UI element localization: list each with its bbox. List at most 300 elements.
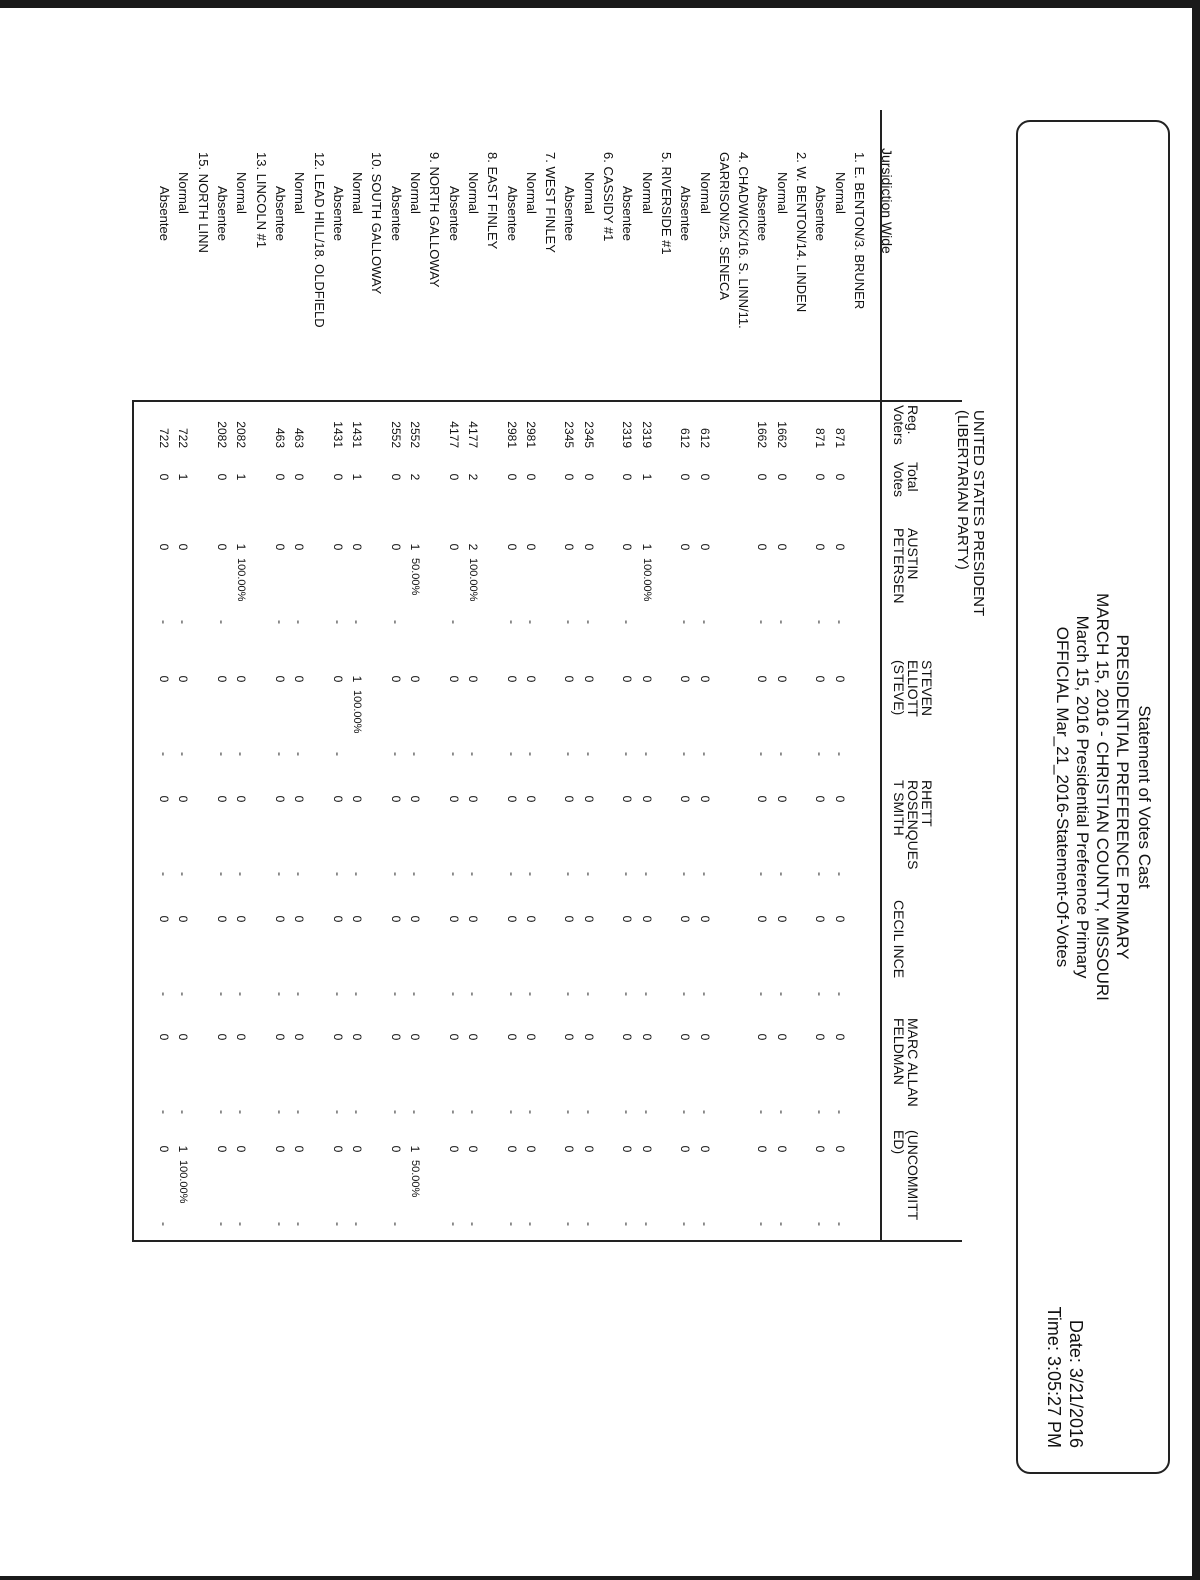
- candidate-votes-cell: 0: [350, 795, 364, 803]
- candidate-votes-cell: 0: [389, 543, 403, 551]
- empty-percent-mark: -: [408, 872, 422, 876]
- empty-percent-mark: -: [234, 992, 248, 996]
- candidate-votes-cell: 0: [331, 1033, 345, 1041]
- candidate-votes-cell: 0: [698, 1145, 712, 1153]
- candidate-header-4: CECIL INCE: [891, 900, 907, 979]
- empty-percent-mark: -: [640, 1110, 654, 1114]
- candidate-votes-cell: 0: [466, 915, 480, 923]
- report-subtitle-2: MARCH 15, 2016 - CHRISTIAN COUNTY, MISSOURI: [1093, 593, 1112, 1001]
- candidate-header-6: ED): [891, 1130, 907, 1155]
- candidate-votes-cell: 0: [273, 915, 287, 923]
- candidate-header-3: RHETT: [919, 780, 935, 827]
- candidate-votes-cell: 0: [813, 675, 827, 683]
- vote-type-label: Absentee: [505, 186, 520, 241]
- empty-percent-mark: -: [755, 992, 769, 996]
- empty-percent-mark: -: [157, 992, 171, 996]
- candidate-votes-cell: 0: [678, 915, 692, 923]
- candidate-votes-cell: 0: [620, 1033, 634, 1041]
- candidate-votes-cell: 0: [833, 1145, 847, 1153]
- precinct-name: 15. NORTH LINN: [196, 152, 211, 253]
- candidate-votes-cell: 0: [157, 915, 171, 923]
- empty-percent-mark: -: [157, 752, 171, 756]
- candidate-votes-cell: 0: [331, 675, 345, 683]
- candidate-votes-cell: 0: [698, 675, 712, 683]
- candidate-votes-cell: 0: [234, 795, 248, 803]
- precinct-name: 1. E. BENTON/3. BRUNER: [852, 152, 867, 310]
- candidate-votes-cell: 0: [640, 915, 654, 923]
- empty-percent-mark: -: [234, 752, 248, 756]
- empty-percent-mark: -: [350, 1222, 364, 1226]
- reg-voters-cell: 2981: [505, 421, 519, 448]
- report-title: Statement of Votes Cast: [1135, 705, 1154, 889]
- empty-percent-mark: -: [524, 1222, 538, 1226]
- precinct-name: 10. SOUTH GALLOWAY: [369, 152, 384, 295]
- vote-type-label: Absentee: [755, 186, 770, 241]
- candidate-votes-cell: 0: [755, 1145, 769, 1153]
- candidate-votes-cell: 0: [408, 1033, 422, 1041]
- candidate-votes-cell: 0: [505, 915, 519, 923]
- candidate-votes-cell: 0: [562, 1145, 576, 1153]
- reg-voters-cell: 2345: [562, 421, 576, 448]
- empty-percent-mark: -: [292, 1222, 306, 1226]
- candidate-votes-cell: 0: [640, 675, 654, 683]
- precinct-name: 13. LINCOLN #1: [254, 152, 269, 249]
- empty-percent-mark: -: [698, 752, 712, 756]
- candidate-votes-cell: 0: [157, 543, 171, 551]
- empty-percent-mark: -: [813, 752, 827, 756]
- empty-percent-mark: -: [273, 620, 287, 624]
- empty-percent-mark: -: [524, 1110, 538, 1114]
- report-date: Date: 3/21/2016: [1066, 1319, 1086, 1448]
- candidate-header-5: MARC ALLAN: [905, 1018, 921, 1107]
- candidate-votes-cell: 0: [389, 1145, 403, 1153]
- candidate-votes-cell: 0: [775, 1145, 789, 1153]
- empty-percent-mark: -: [505, 620, 519, 624]
- candidate-votes-cell: 0: [524, 1145, 538, 1153]
- empty-percent-mark: -: [813, 1222, 827, 1226]
- reg-voters-cell: 2319: [620, 421, 634, 448]
- candidate-votes-cell: 0: [331, 543, 345, 551]
- candidate-votes-cell: 0: [755, 795, 769, 803]
- empty-percent-mark: -: [755, 872, 769, 876]
- empty-percent-mark: -: [176, 992, 190, 996]
- candidate-votes-cell: 0: [505, 675, 519, 683]
- candidate-header-5: FELDMAN: [891, 1018, 907, 1085]
- reg-voters-header: Voters: [891, 405, 907, 445]
- total-votes-cell: 0: [678, 473, 692, 481]
- candidate-votes-cell: 0: [447, 543, 461, 551]
- candidate-votes-cell: 0: [234, 1145, 248, 1153]
- empty-percent-mark: -: [678, 1222, 692, 1226]
- total-votes-cell: 0: [582, 473, 596, 481]
- empty-percent-mark: -: [678, 620, 692, 624]
- empty-percent-mark: -: [562, 992, 576, 996]
- empty-percent-mark: -: [176, 1110, 190, 1114]
- empty-percent-mark: -: [466, 752, 480, 756]
- empty-percent-mark: -: [273, 752, 287, 756]
- vote-type-label: Normal: [466, 172, 481, 214]
- candidate-votes-cell: 0: [408, 915, 422, 923]
- empty-percent-mark: -: [408, 1110, 422, 1114]
- empty-percent-mark: -: [775, 1110, 789, 1114]
- empty-percent-mark: -: [447, 620, 461, 624]
- precinct-name: 2. W. BENTON/14. LINDEN: [794, 152, 809, 313]
- candidate-percent-cell: 50.00%: [409, 558, 421, 596]
- candidate-percent-cell: 100.00%: [235, 558, 247, 602]
- vote-type-label: Absentee: [273, 186, 288, 241]
- candidate-votes-cell: 0: [562, 675, 576, 683]
- empty-percent-mark: -: [833, 752, 847, 756]
- candidate-votes-cell: 0: [833, 915, 847, 923]
- empty-percent-mark: -: [331, 752, 345, 756]
- total-votes-cell: 1: [640, 473, 654, 481]
- total-votes-cell: 2: [408, 473, 422, 481]
- total-votes-cell: 0: [331, 473, 345, 481]
- reg-voters-cell: 2319: [640, 421, 654, 448]
- total-votes-cell: 0: [755, 473, 769, 481]
- reg-voters-cell: 871: [833, 427, 847, 448]
- total-votes-cell: 0: [833, 473, 847, 481]
- empty-percent-mark: -: [215, 1222, 229, 1226]
- total-votes-cell: 0: [447, 473, 461, 481]
- total-votes-cell: 1: [234, 473, 248, 481]
- candidate-votes-cell: 0: [813, 915, 827, 923]
- candidate-votes-cell: 0: [775, 675, 789, 683]
- candidate-votes-cell: 0: [640, 1145, 654, 1153]
- candidate-votes-cell: 0: [582, 675, 596, 683]
- empty-percent-mark: -: [698, 1222, 712, 1226]
- empty-percent-mark: -: [775, 1222, 789, 1226]
- candidate-votes-cell: 0: [292, 795, 306, 803]
- empty-percent-mark: -: [292, 752, 306, 756]
- candidate-votes-cell: 0: [273, 1033, 287, 1041]
- vote-type-label: Normal: [350, 172, 365, 214]
- empty-percent-mark: -: [582, 872, 596, 876]
- empty-percent-mark: -: [698, 872, 712, 876]
- vote-type-label: Absentee: [157, 186, 172, 241]
- candidate-votes-cell: 0: [176, 1033, 190, 1041]
- empty-percent-mark: -: [292, 1110, 306, 1114]
- total-votes-cell: 0: [813, 473, 827, 481]
- empty-percent-mark: -: [447, 992, 461, 996]
- candidate-votes-cell: 0: [620, 795, 634, 803]
- candidate-votes-cell: 0: [157, 795, 171, 803]
- candidate-votes-cell: 0: [524, 675, 538, 683]
- total-votes-cell: 1: [176, 473, 190, 481]
- candidate-votes-cell: 0: [678, 795, 692, 803]
- empty-percent-mark: -: [176, 752, 190, 756]
- vote-type-label: Normal: [408, 172, 423, 214]
- table-bottom-rule: [132, 400, 134, 1242]
- candidate-votes-cell: 0: [447, 1033, 461, 1041]
- candidate-votes-cell: 0: [562, 795, 576, 803]
- vote-type-label: Absentee: [620, 186, 635, 241]
- candidate-votes-cell: 0: [505, 795, 519, 803]
- candidate-votes-cell: 1: [234, 543, 248, 551]
- vote-type-label: Absentee: [215, 186, 230, 241]
- empty-percent-mark: -: [833, 1222, 847, 1226]
- candidate-header-2: (STEVE): [891, 660, 907, 716]
- empty-percent-mark: -: [698, 992, 712, 996]
- candidate-votes-cell: 0: [562, 1033, 576, 1041]
- candidate-votes-cell: 0: [582, 1033, 596, 1041]
- reg-voters-cell: 871: [813, 427, 827, 448]
- report-subtitle-3: March 15, 2016 Presidential Preference Primary: [1073, 615, 1092, 979]
- table-top-rule: [134, 400, 962, 402]
- candidate-percent-cell: 100.00%: [351, 690, 363, 734]
- empty-percent-mark: -: [466, 992, 480, 996]
- empty-percent-mark: -: [620, 872, 634, 876]
- empty-percent-mark: -: [620, 992, 634, 996]
- total-votes-cell: 0: [157, 473, 171, 481]
- reg-voters-cell: 463: [292, 427, 306, 448]
- empty-percent-mark: -: [524, 620, 538, 624]
- candidate-votes-cell: 0: [234, 915, 248, 923]
- empty-percent-mark: -: [466, 872, 480, 876]
- candidate-votes-cell: 0: [620, 675, 634, 683]
- candidate-votes-cell: 0: [234, 675, 248, 683]
- empty-percent-mark: -: [505, 992, 519, 996]
- empty-percent-mark: -: [408, 992, 422, 996]
- empty-percent-mark: -: [292, 872, 306, 876]
- empty-percent-mark: -: [215, 1110, 229, 1114]
- candidate-votes-cell: 0: [176, 543, 190, 551]
- empty-percent-mark: -: [273, 1222, 287, 1226]
- empty-percent-mark: -: [331, 872, 345, 876]
- vote-type-label: Normal: [698, 172, 713, 214]
- empty-percent-mark: -: [640, 872, 654, 876]
- candidate-votes-cell: 0: [466, 675, 480, 683]
- vote-type-label: Normal: [775, 172, 790, 214]
- reg-voters-cell: 1662: [775, 421, 789, 448]
- empty-percent-mark: -: [447, 1110, 461, 1114]
- candidate-votes-cell: 0: [755, 1033, 769, 1041]
- vote-type-label: Normal: [292, 172, 307, 214]
- candidate-header-2: STEVEN: [919, 660, 935, 717]
- candidate-votes-cell: 0: [389, 675, 403, 683]
- empty-percent-mark: -: [157, 1110, 171, 1114]
- candidate-votes-cell: 2: [466, 543, 480, 551]
- reg-voters-cell: 4177: [447, 421, 461, 448]
- candidate-votes-cell: 0: [389, 915, 403, 923]
- candidate-votes-cell: 0: [833, 675, 847, 683]
- empty-percent-mark: -: [389, 1110, 403, 1114]
- candidate-votes-cell: 0: [678, 543, 692, 551]
- reg-voters-cell: 2345: [582, 421, 596, 448]
- candidate-header-1: AUSTIN: [905, 528, 921, 580]
- candidate-percent-cell: 100.00%: [467, 558, 479, 602]
- total-votes-cell: 0: [775, 473, 789, 481]
- candidate-votes-cell: 0: [408, 795, 422, 803]
- reg-voters-cell: 2981: [524, 421, 538, 448]
- candidate-votes-cell: 0: [698, 1033, 712, 1041]
- empty-percent-mark: -: [389, 872, 403, 876]
- empty-percent-mark: -: [562, 620, 576, 624]
- candidate-votes-cell: 0: [775, 915, 789, 923]
- reg-voters-cell: 722: [157, 427, 171, 448]
- reg-voters-cell: 4177: [466, 421, 480, 448]
- candidate-votes-cell: 0: [678, 1145, 692, 1153]
- candidate-votes-cell: 1: [408, 1145, 422, 1153]
- candidate-votes-cell: 0: [775, 543, 789, 551]
- empty-percent-mark: -: [833, 872, 847, 876]
- candidate-votes-cell: 0: [698, 795, 712, 803]
- candidate-votes-cell: 0: [273, 543, 287, 551]
- total-votes-header: Votes: [891, 462, 907, 498]
- empty-percent-mark: -: [157, 1222, 171, 1226]
- empty-percent-mark: -: [562, 872, 576, 876]
- empty-percent-mark: -: [524, 872, 538, 876]
- total-votes-cell: 0: [505, 473, 519, 481]
- candidate-votes-cell: 0: [350, 543, 364, 551]
- candidate-votes-cell: 0: [678, 1033, 692, 1041]
- empty-percent-mark: -: [331, 1110, 345, 1114]
- empty-percent-mark: -: [215, 752, 229, 756]
- empty-percent-mark: -: [775, 992, 789, 996]
- vote-type-label: Normal: [582, 172, 597, 214]
- empty-percent-mark: -: [582, 752, 596, 756]
- total-votes-cell: 0: [698, 473, 712, 481]
- empty-percent-mark: -: [562, 1222, 576, 1226]
- candidate-votes-cell: 1: [176, 1145, 190, 1153]
- candidate-votes-cell: 0: [176, 915, 190, 923]
- candidate-votes-cell: 0: [176, 675, 190, 683]
- empty-percent-mark: -: [331, 992, 345, 996]
- total-votes-cell: 0: [620, 473, 634, 481]
- candidate-votes-cell: 0: [331, 795, 345, 803]
- empty-percent-mark: -: [755, 620, 769, 624]
- vote-type-label: Normal: [833, 172, 848, 214]
- candidate-votes-cell: 0: [466, 1033, 480, 1041]
- empty-percent-mark: -: [640, 752, 654, 756]
- empty-percent-mark: -: [755, 1222, 769, 1226]
- candidate-votes-cell: 0: [640, 795, 654, 803]
- empty-percent-mark: -: [215, 872, 229, 876]
- candidate-votes-cell: 0: [447, 675, 461, 683]
- empty-percent-mark: -: [292, 992, 306, 996]
- candidate-votes-cell: 0: [273, 1145, 287, 1153]
- candidate-votes-cell: 0: [524, 543, 538, 551]
- empty-percent-mark: -: [562, 1110, 576, 1114]
- empty-percent-mark: -: [562, 752, 576, 756]
- empty-percent-mark: -: [678, 1110, 692, 1114]
- empty-percent-mark: -: [524, 752, 538, 756]
- empty-percent-mark: -: [505, 872, 519, 876]
- empty-percent-mark: -: [813, 1110, 827, 1114]
- empty-percent-mark: -: [273, 872, 287, 876]
- candidate-votes-cell: 0: [755, 675, 769, 683]
- candidate-votes-cell: 0: [292, 915, 306, 923]
- candidate-votes-cell: 0: [775, 1033, 789, 1041]
- precinct-name: 12. LEAD HILL/18. OLDFIELD: [312, 152, 327, 328]
- reg-voters-cell: 2082: [215, 421, 229, 448]
- report-header-box: [1016, 120, 1170, 1474]
- candidate-votes-cell: 1: [350, 675, 364, 683]
- candidate-votes-cell: 0: [833, 795, 847, 803]
- candidate-votes-cell: 1: [640, 543, 654, 551]
- candidate-votes-cell: 0: [215, 1033, 229, 1041]
- candidate-votes-cell: 0: [620, 915, 634, 923]
- candidate-votes-cell: 0: [273, 675, 287, 683]
- reg-voters-cell: 2552: [389, 421, 403, 448]
- candidate-votes-cell: 0: [157, 1145, 171, 1153]
- candidate-votes-cell: 0: [620, 543, 634, 551]
- vote-type-label: Absentee: [447, 186, 462, 241]
- total-votes-cell: 0: [389, 473, 403, 481]
- candidate-votes-cell: 0: [215, 543, 229, 551]
- empty-percent-mark: -: [466, 1110, 480, 1114]
- empty-percent-mark: -: [813, 872, 827, 876]
- empty-percent-mark: -: [698, 1110, 712, 1114]
- empty-percent-mark: -: [157, 872, 171, 876]
- empty-percent-mark: -: [292, 620, 306, 624]
- candidate-votes-cell: 0: [447, 1145, 461, 1153]
- candidate-votes-cell: 0: [215, 1145, 229, 1153]
- vote-type-label: Normal: [524, 172, 539, 214]
- empty-percent-mark: -: [389, 1222, 403, 1226]
- empty-percent-mark: -: [813, 620, 827, 624]
- empty-percent-mark: -: [833, 620, 847, 624]
- empty-percent-mark: -: [350, 620, 364, 624]
- candidate-votes-cell: 0: [505, 543, 519, 551]
- candidate-votes-cell: 0: [698, 543, 712, 551]
- empty-percent-mark: -: [524, 992, 538, 996]
- candidate-votes-cell: 0: [505, 1033, 519, 1041]
- empty-percent-mark: -: [775, 872, 789, 876]
- empty-percent-mark: -: [505, 1222, 519, 1226]
- candidate-votes-cell: 0: [273, 795, 287, 803]
- candidate-votes-cell: 0: [678, 675, 692, 683]
- empty-percent-mark: -: [813, 992, 827, 996]
- reg-voters-cell: 2552: [408, 421, 422, 448]
- empty-percent-mark: -: [640, 1222, 654, 1226]
- jurisdiction-header: Jursidiction Wide: [879, 148, 895, 254]
- candidate-header-3: T SMITH: [891, 780, 907, 836]
- empty-percent-mark: -: [389, 620, 403, 624]
- vote-type-label: Absentee: [389, 186, 404, 241]
- empty-percent-mark: -: [620, 620, 634, 624]
- empty-percent-mark: -: [350, 1110, 364, 1114]
- candidate-votes-cell: 0: [234, 1033, 248, 1041]
- candidate-votes-cell: 0: [813, 795, 827, 803]
- empty-percent-mark: -: [447, 872, 461, 876]
- candidate-votes-cell: 0: [775, 795, 789, 803]
- candidate-votes-cell: 0: [331, 1145, 345, 1153]
- empty-percent-mark: -: [505, 752, 519, 756]
- empty-percent-mark: -: [755, 752, 769, 756]
- empty-percent-mark: -: [582, 1222, 596, 1226]
- candidate-header-1: PETERSEN: [891, 528, 907, 604]
- reg-voters-cell: 612: [698, 427, 712, 448]
- total-votes-cell: 0: [562, 473, 576, 481]
- empty-percent-mark: -: [389, 752, 403, 756]
- precinct-name: 5. RIVERSIDE #1: [659, 152, 674, 255]
- empty-percent-mark: -: [620, 752, 634, 756]
- candidate-votes-cell: 0: [292, 1145, 306, 1153]
- total-votes-cell: 0: [273, 473, 287, 481]
- empty-percent-mark: -: [620, 1222, 634, 1226]
- empty-percent-mark: -: [505, 1110, 519, 1114]
- empty-percent-mark: -: [678, 752, 692, 756]
- candidate-header-2: ELLIOTT: [905, 660, 921, 717]
- candidate-votes-cell: 0: [640, 1033, 654, 1041]
- empty-percent-mark: -: [755, 1110, 769, 1114]
- candidate-header-3: ROSENQUES: [905, 780, 921, 870]
- candidate-votes-cell: 0: [215, 795, 229, 803]
- candidate-votes-cell: 0: [505, 1145, 519, 1153]
- empty-percent-mark: -: [273, 992, 287, 996]
- candidate-votes-cell: 0: [157, 1033, 171, 1041]
